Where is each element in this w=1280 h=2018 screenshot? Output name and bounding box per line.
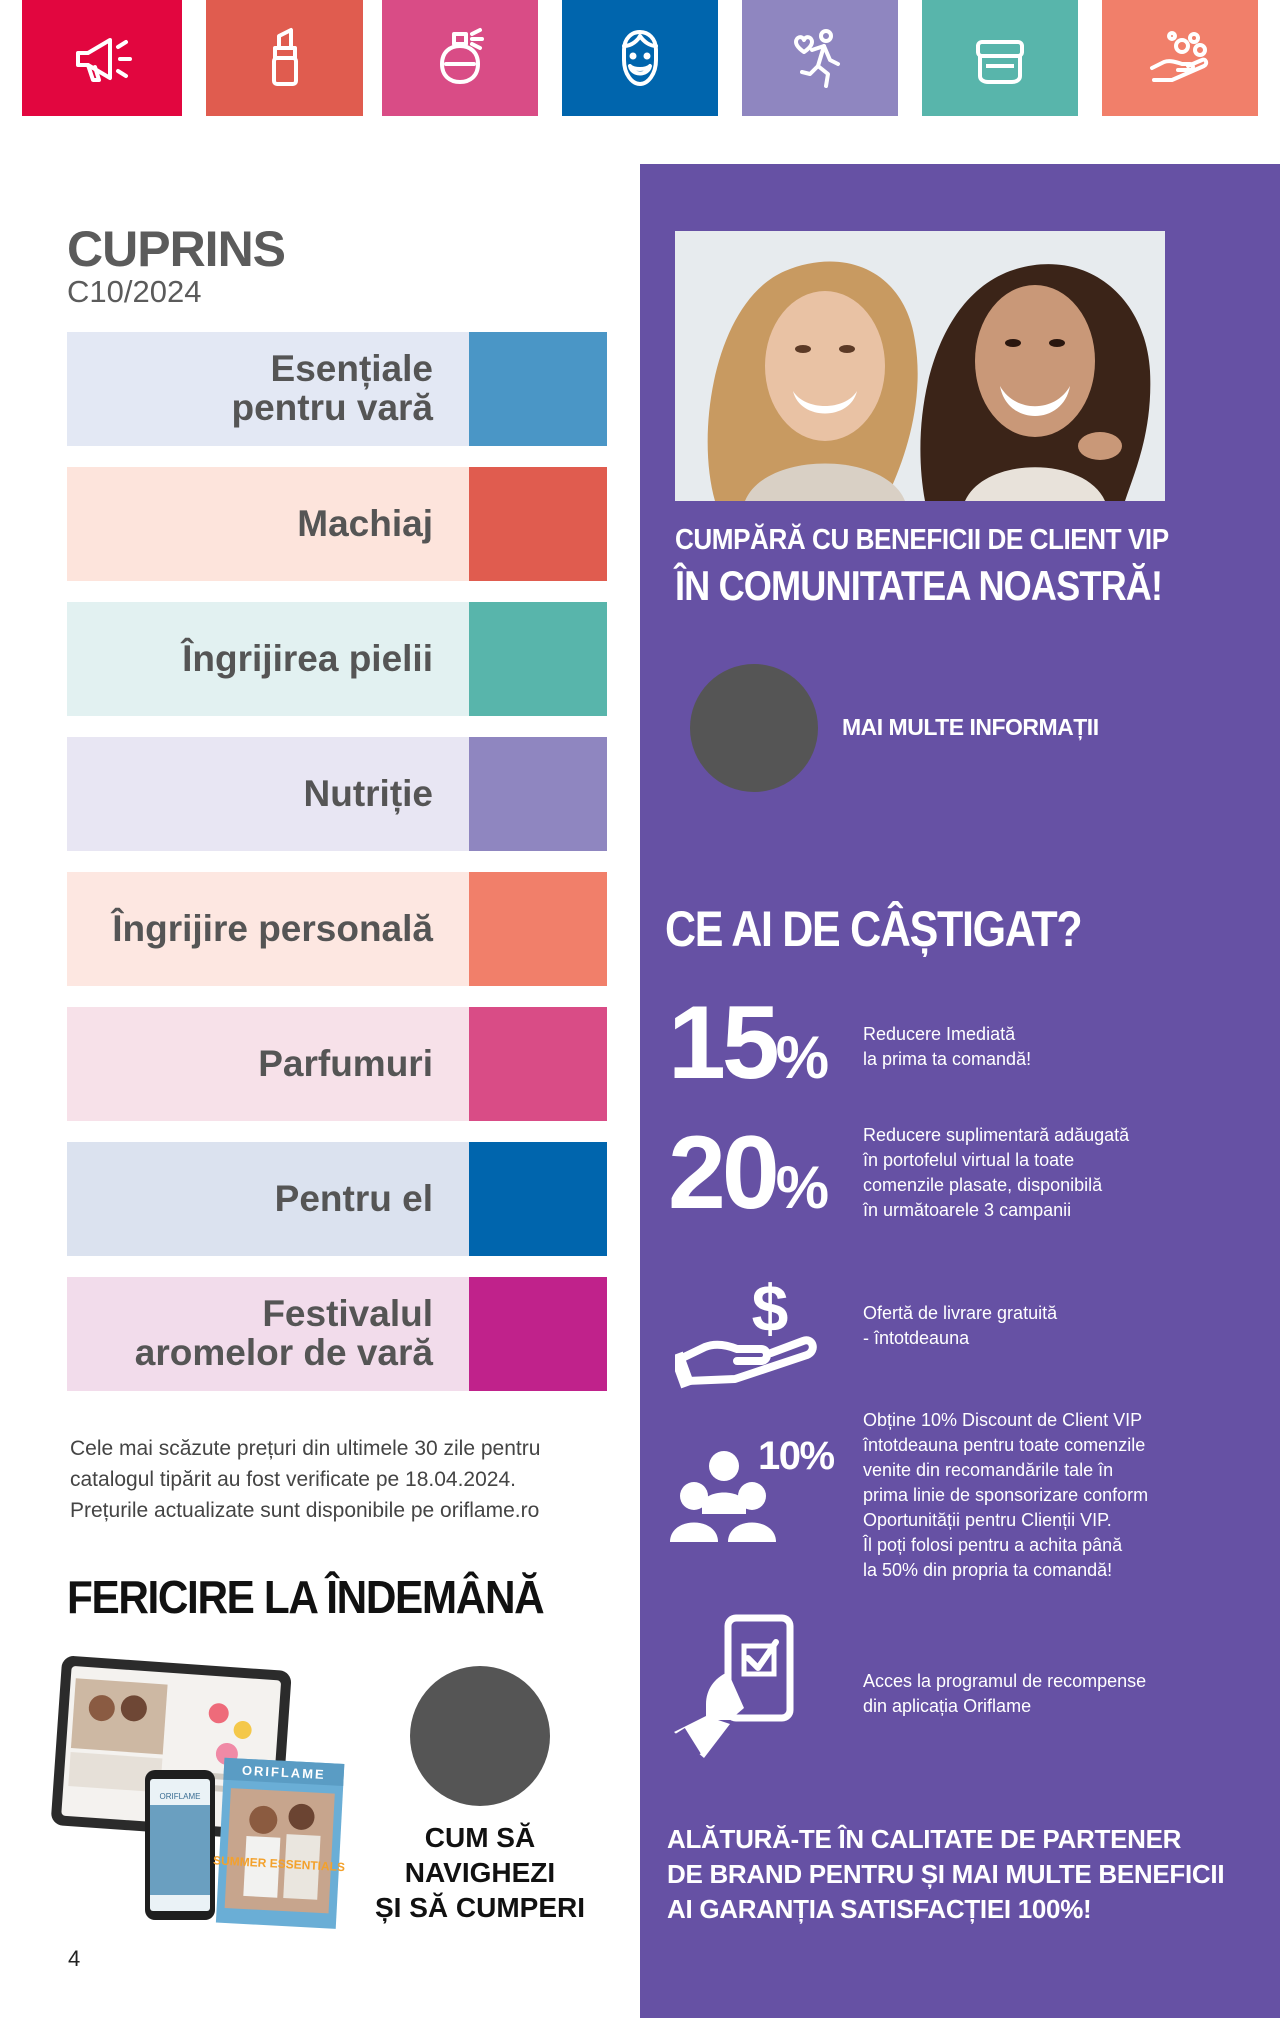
contents-item-label: Machiaj: [67, 467, 469, 581]
category-tile-skincare[interactable]: [922, 0, 1078, 116]
category-tile-personal-care[interactable]: [1102, 0, 1258, 116]
svg-text:$: $: [751, 1271, 789, 1345]
contents-item-color-block: [469, 737, 607, 851]
contents-item-label: Pentru el: [67, 1142, 469, 1256]
contents-item-color-block: [469, 1007, 607, 1121]
contents-item[interactable]: [67, 872, 607, 986]
contents-item[interactable]: [67, 737, 607, 851]
how-to-shop-link-circle[interactable]: [410, 1666, 550, 1806]
benefit-unit: %: [775, 1154, 830, 1221]
smiling-women-photo: [675, 231, 1165, 501]
brand-partner-cta: ALĂTURĂ-TE ÎN CALITATE DE PARTENER DE BRAND PENTRU ȘI MAI MULTE BENEFICII AI GARANȚIA SATISFACȚIEI 100%!: [667, 1824, 1225, 1924]
wellness-icon: [782, 20, 858, 96]
benefit-text-immediate-discount: Reducere Imediată la prima ta comandă!: [863, 1024, 1032, 1069]
benefit-unit: %: [775, 1024, 830, 1091]
phone-catalog-brand: ORIFLAME: [159, 1792, 201, 1801]
category-tile-perfume[interactable]: [382, 0, 538, 116]
contents-item-label: Festivalul aromelor de vară: [67, 1277, 469, 1391]
contents-item-label: Parfumuri: [67, 1007, 469, 1121]
benefit-20-percent: [668, 1114, 829, 1233]
vip-headline-line2: ÎN COMUNITATEA NOASTRĂ!: [675, 562, 1163, 609]
contents-item-color-block: [469, 332, 607, 446]
contents-item[interactable]: [67, 1007, 607, 1121]
contents-item-color-block: [469, 467, 607, 581]
contents-title: CUPRINS: [67, 221, 286, 277]
phone-check-icon: [670, 1612, 810, 1762]
contents-item-label: Esențiale pentru vară: [67, 332, 469, 446]
price-note: Cele mai scăzute prețuri din ultimele 30 zile pentru catalogul tipărit au fost verificate pe 18.04.2024. Prețurile actualizate sunt disponibile pe oriflame.ro: [70, 1437, 541, 1522]
benefit-text-wallet-discount: Reducere suplimentară adăugată în portofelul virtual la toate comenzile plasate, disponibilă în următoarele 3 campanii: [863, 1125, 1130, 1220]
category-tile-news[interactable]: [22, 0, 182, 116]
benefit-text-vip-discount: Obține 10% Discount de Client VIP întotdeauna pentru toate comenzile venite din recomandările tale în prima linie de sponsorizare conform Oportunității pentru Clienții VIP. Îl poți folosi pentru a achita până la 50% din propria ta comandă!: [863, 1410, 1149, 1580]
more-info-link-circle[interactable]: [690, 664, 818, 792]
contents-item[interactable]: [67, 1142, 607, 1256]
category-tile-makeup[interactable]: [206, 0, 363, 116]
money-hand-icon: [675, 1269, 825, 1399]
vip-ten-percent: 10%: [758, 1434, 834, 1478]
page-number: 4: [68, 1946, 81, 1971]
benefit-15-percent: [668, 984, 829, 1103]
contents-item[interactable]: [67, 1277, 607, 1391]
contents-item[interactable]: [67, 332, 607, 446]
benefit-text-rewards-app: Acces la programul de recompense din aplicația Oriflame: [863, 1671, 1147, 1716]
megaphone-icon: [64, 20, 140, 96]
contents-issue: C10/2024: [67, 274, 202, 309]
lipstick-icon: [247, 20, 323, 96]
tablet-phone-catalog-illustration: [50, 1655, 380, 1935]
how-to-shop-label[interactable]: CUM SĂ NAVIGHEZI ȘI SĂ CUMPERI: [374, 1822, 586, 1923]
contents-item-color-block: [469, 602, 607, 716]
contents-item-color-block: [469, 1277, 607, 1391]
contents-item-label: Nutriție: [67, 737, 469, 851]
benefit-text-free-delivery: Ofertă de livrare gratuită - întotdeauna: [863, 1303, 1058, 1348]
vip-benefits-panel: [640, 164, 1280, 2018]
contents-item-label: Îngrijire personală: [67, 872, 469, 986]
benefit-value: 20: [668, 1115, 776, 1231]
perfume-icon: [422, 20, 498, 96]
more-info-link[interactable]: MAI MULTE INFORMAȚII: [842, 714, 1099, 740]
contents-item-color-block: [469, 872, 607, 986]
vip-headline-line1: CUMPĂRĂ CU BENEFICII DE CLIENT VIP: [675, 524, 1169, 556]
happiness-headline: FERICIRE LA ÎNDEMÂNĂ: [67, 1571, 544, 1623]
hand-wash-icon: [1142, 20, 1218, 96]
benefits-title: CE AI DE CÂȘTIGAT?: [665, 901, 1082, 957]
catalog-brand: ORIFLAME: [241, 1762, 327, 1783]
man-face-icon: [602, 20, 678, 96]
cream-jar-icon: [962, 20, 1038, 96]
contents-item[interactable]: [67, 602, 607, 716]
contents-item[interactable]: [67, 467, 607, 581]
contents-item-label: Îngrijirea pielii: [67, 602, 469, 716]
contents-item-color-block: [469, 1142, 607, 1256]
catalog-title: SUMMER ESSENTIALS: [212, 1853, 346, 1875]
category-tile-wellness[interactable]: [742, 0, 898, 116]
benefit-value: 15: [668, 985, 776, 1101]
category-tile-for-him[interactable]: [562, 0, 718, 116]
